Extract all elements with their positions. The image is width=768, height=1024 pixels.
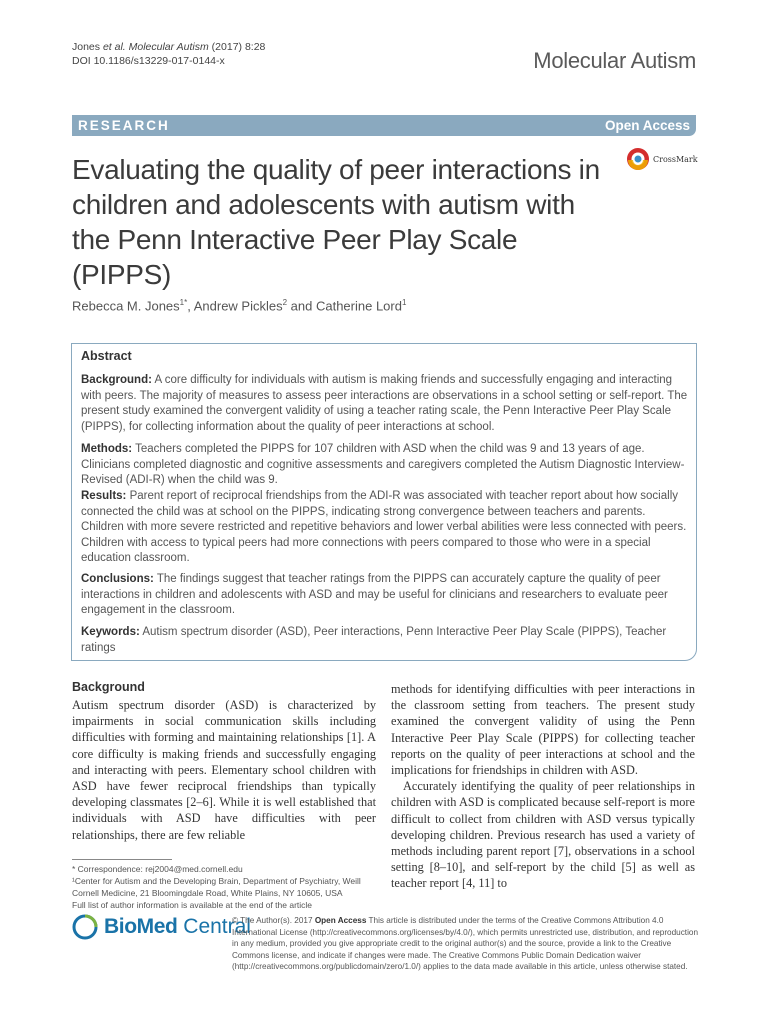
- author-affiliation-mark: 1: [401, 298, 407, 307]
- abstract-section-text: Teachers completed the PIPPS for 107 children with ASD when the child was 9 and 13 years of age. Clinicians completed diagnostic and cognitive assessments and caregivers completed the Autism Diagnostic Interview-Revised (ADI-R) when the child was 9.: [81, 443, 685, 486]
- citation-volume: (2017) 8:28: [208, 41, 266, 53]
- abstract-conclusions: [81, 572, 689, 619]
- citation-authors: Jones: [72, 41, 103, 53]
- crossmark-icon: [626, 147, 650, 171]
- abstract-keywords: [81, 625, 689, 656]
- crossmark-label: CrossMark: [653, 154, 698, 164]
- abstract-background: [81, 373, 689, 435]
- author-name[interactable]: Rebecca M. Jones: [72, 298, 180, 314]
- logo-text-regular: Central: [177, 915, 251, 938]
- license-body: This article is distributed under the terms of the Creative Commons Attribution 4.0 International License (http://creativecommons.org/licenses/by/4.0/), which permits unrestricted use, distribution, and reproduction in any medium, provided you give appropriate credit to the original author(s) and the source, provide a link to the Creative Commons license, and indicate if changes were made. The Creative Commons Public Domain Dedication waiver (http://creativecommons.org/publicdomain/zero/1.0/) applies to the data made available in this article, unless otherwise stated.: [232, 916, 699, 971]
- article-type-bar: [72, 115, 696, 136]
- abstract-section-text: Autism spectrum disorder (ASD), Peer interactions, Penn Interactive Peer Play Scale (PIPPS), Teacher ratings: [81, 626, 667, 654]
- article-title: Evaluating the quality of peer interactions in children and adolescents with autism with the Penn Interactive Peer Play Scale (PIPPS): [72, 154, 600, 290]
- abstract-section-label: Background:: [81, 374, 152, 386]
- author-affiliation-mark: 1*: [179, 298, 188, 307]
- abstract-heading: Abstract: [81, 349, 132, 363]
- license-text: [232, 915, 702, 973]
- doi-link[interactable]: DOI 10.1186/s13229-017-0144-x: [72, 55, 225, 67]
- abstract-section-text: Parent report of reciprocal friendships from the ADI-R was associated with teacher report about how socially connected the child was at school on the PIPPS, indicating strong convergence between teachers and parents. Children with more severe restricted and repetitive behaviors and lower verbal abilities were less connected with peers. Children with access to typical peers had more connections with peers compared to those who were in a special education classroom.: [81, 490, 687, 564]
- article-type-label: RESEARCH: [78, 118, 170, 133]
- abstract-section-label: Keywords:: [81, 626, 140, 638]
- abstract-section-text: A core difficulty for individuals with autism is making friends and successfully engaging and interacting with peers. The majority of measures to assess peer interactions are observations in a school setting or self-report. The present study examined the convergent validity of using a teacher rating scale, the Penn Interactive Peer Play Scale (PIPPS), for collecting information about the quality of peer interactions at school.: [81, 374, 688, 433]
- body-paragraph: methods for identifying difficulties with peer interactions in the classroom setting from teachers. The present study examined the convergent validity of using the Penn Interactive Peer Play Scale (PIPPS) for collecting teacher reports on the quality of peer interactions at school and the implications for friendships in children with ASD.: [391, 682, 695, 778]
- section-heading: Background: [72, 680, 145, 694]
- crossmark-badge[interactable]: [626, 147, 698, 171]
- biomed-central-icon: [72, 914, 98, 940]
- citation: [72, 40, 265, 68]
- abstract-results: [81, 489, 689, 567]
- license-open-access: Open Access: [314, 916, 367, 925]
- biomed-central-logo[interactable]: [72, 914, 251, 940]
- footnote: [72, 863, 382, 911]
- correspondence-email[interactable]: * Correspondence: rej2004@med.cornell.edu: [72, 864, 243, 874]
- citation-journal: et al. Molecular Autism: [102, 41, 209, 53]
- open-access-label: Open Access: [604, 118, 690, 133]
- journal-name: Molecular Autism: [533, 48, 696, 73]
- author-name[interactable]: and Catherine Lord: [287, 298, 402, 314]
- abstract-methods: [81, 442, 689, 489]
- abstract-section-label: Conclusions:: [81, 573, 154, 585]
- affiliation-note: ¹Center for Autism and the Developing Brain, Department of Psychiatry, Weill Cornell Medicine, 21 Bloomingdale Road, White Plains, NY 10605, USA: [72, 876, 361, 898]
- author-info-note: Full list of author information is available at the end of the article: [72, 900, 313, 910]
- body-paragraph: Autism spectrum disorder (ASD) is characterized by impairments in social communication skills including difficulties with forming and maintaining relationships [1]. A core difficulty is making friends and successfully engaging and interacting with peers. Elementary school children with ASD have fewer reciprocal friendships than typically developing classmates [2–6]. While it is well established that individuals with ASD have difficulties with peer relationships, there are few reliable: [72, 698, 376, 842]
- logo-text-bold: BioMed: [104, 915, 178, 938]
- license-copyright: © The Author(s). 2017: [232, 916, 315, 925]
- body-right-column: [391, 681, 695, 892]
- author-name[interactable]: , Andrew Pickles: [187, 298, 283, 314]
- footnote-rule: [72, 859, 172, 860]
- abstract-section-text: The findings suggest that teacher ratings from the PIPPS can accurately capture the quality of peer interactions in children and adolescents with ASD and may be useful for clinicians and researchers to evaluate peer engagement in the classroom.: [81, 573, 668, 616]
- author-list: [72, 298, 406, 313]
- body-paragraph: Accurately identifying the quality of peer relationships in children with ASD is complicated because self-report is more difficult to collect from children with ASD versus typically developing children. Previous research has used a variety of methods including parent report [7], observations in a school setting [8–10], and self-report by the child [5] as well as teacher report [4, 11] to: [391, 779, 695, 891]
- abstract-section-label: Methods:: [81, 443, 133, 455]
- author-affiliation-mark: 2: [282, 298, 288, 307]
- abstract-section-label: Results:: [81, 490, 127, 502]
